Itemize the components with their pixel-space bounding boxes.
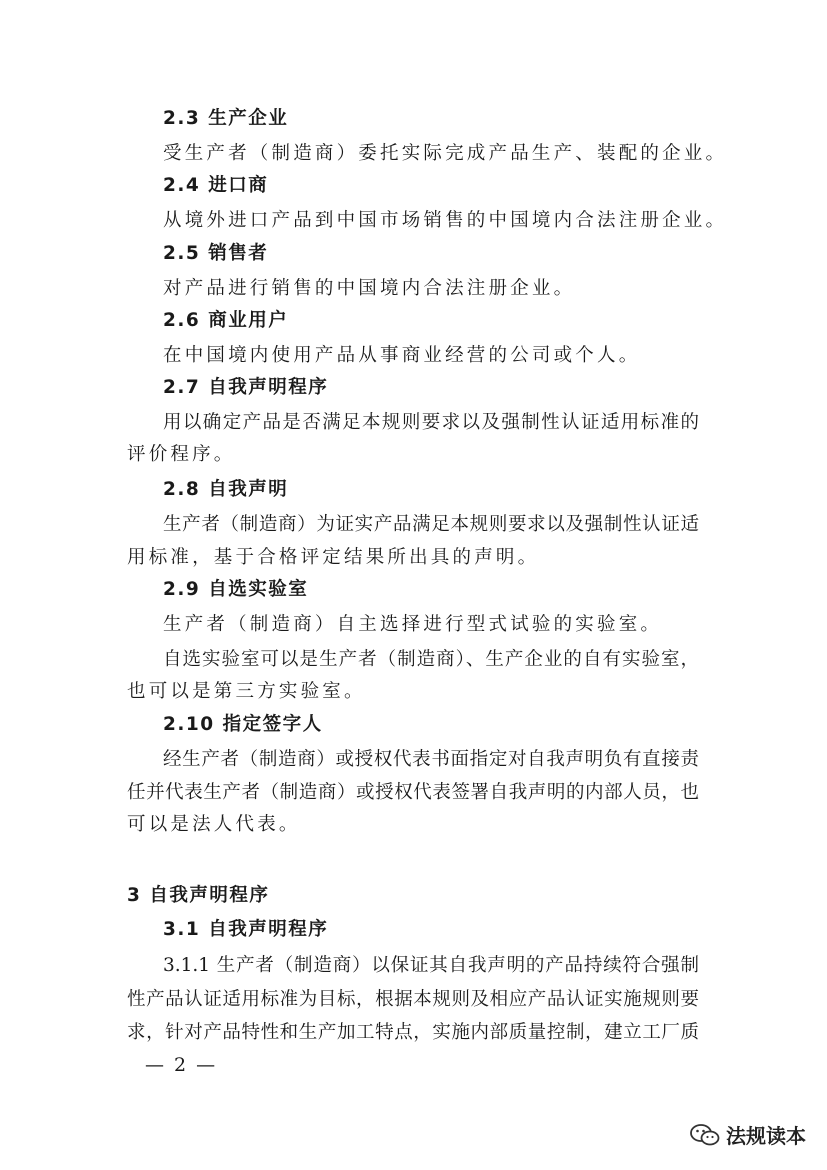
heading-3: 3 自我声明程序 [127, 885, 270, 906]
paragraph-2-10-line-3: 可以是法人代表。 [127, 814, 301, 835]
heading-2-6: 2.6 商业用户 [163, 310, 289, 331]
page-number: — 2 — [145, 1054, 218, 1076]
paragraph-2-9-a: 生产者（制造商）自主选择进行型式试验的实验室。 [163, 614, 663, 635]
paragraph-3-1-1-line-1: 3.1.1 生产者（制造商）以保证其自我声明的产品持续符合强制 [163, 955, 699, 976]
paragraph-2-8-line-2: 用标准，基于合格评定结果所出具的声明。 [127, 547, 540, 568]
heading-2-8: 2.8 自我声明 [163, 479, 289, 500]
heading-2-3: 2.3 生产企业 [163, 108, 289, 129]
watermark [690, 1120, 806, 1149]
watermark-text: 法规读本 [726, 1124, 806, 1148]
paragraph-3-1-1-line-2: 性产品认证适用标准为目标，根据本规则及相应产品认证实施规则要 [127, 989, 699, 1010]
paragraph-2-10-line-1: 经生产者（制造商）或授权代表书面指定对自我声明负有直接责 [163, 749, 699, 770]
paragraph-3-1-1-line-3: 求，针对产品特性和生产加工特点，实施内部质量控制，建立工厂质 [127, 1022, 699, 1043]
paragraph-2-10-line-2: 任并代表生产者（制造商）或授权代表签署自我声明的内部人员，也 [127, 782, 699, 803]
paragraph-2-3: 受生产者（制造商）委托实际完成产品生产、装配的企业。 [163, 143, 728, 164]
heading-2-7: 2.7 自我声明程序 [163, 377, 329, 398]
paragraph-2-9-b-line-2: 也可以是第三方实验室。 [127, 681, 366, 702]
heading-3-1: 3.1 自我声明程序 [163, 919, 329, 940]
paragraph-2-5: 对产品进行销售的中国境内合法注册企业。 [163, 278, 576, 299]
heading-2-4: 2.4 进口商 [163, 175, 269, 196]
paragraph-2-7-line-2: 评价程序。 [127, 444, 236, 465]
heading-2-10: 2.10 指定签字人 [163, 714, 323, 735]
heading-2-5: 2.5 销售者 [163, 243, 269, 264]
wechat-icon [690, 1123, 720, 1147]
paragraph-2-4: 从境外进口产品到中国市场销售的中国境内合法注册企业。 [163, 210, 728, 231]
paragraph-2-9-b-line-1: 自选实验室可以是生产者（制造商）、生产企业的自有实验室， [163, 649, 699, 670]
paragraph-2-7-line-1: 用以确定产品是否满足本规则要求以及强制性认证适用标准的 [163, 412, 699, 433]
heading-2-9: 2.9 自选实验室 [163, 579, 309, 600]
paragraph-2-8-line-1: 生产者（制造商）为证实产品满足本规则要求以及强制性认证适 [163, 514, 699, 535]
paragraph-2-6: 在中国境内使用产品从事商业经营的公司或个人。 [163, 345, 641, 366]
